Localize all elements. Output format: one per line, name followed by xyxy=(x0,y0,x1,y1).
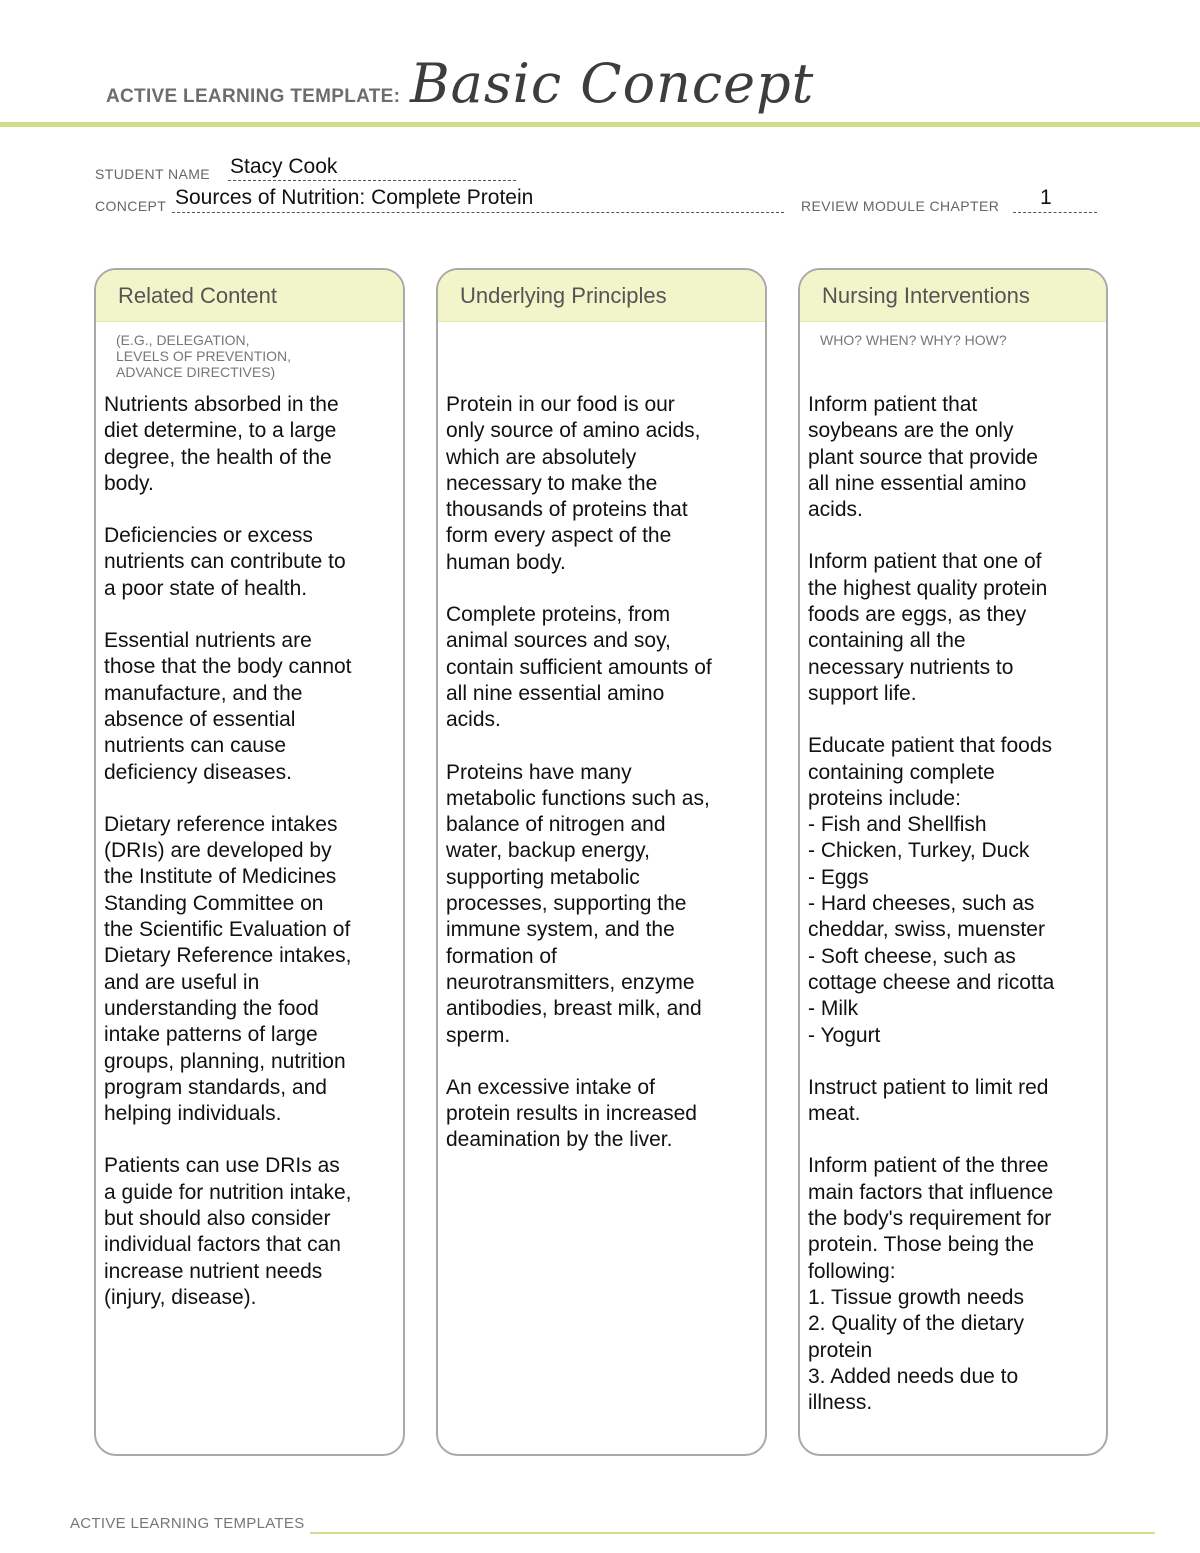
related-paragraph: Dietary reference intakes (DRIs) are developed by the Institute of Medicines Standing Committee on the Scientific Evaluation of Dietary Reference intakes, and are useful in understanding the food intake patterns of large groups, planning, nutrition program standards, and helping individuals. xyxy=(104,812,352,1126)
related-paragraph: Nutrients absorbed in the diet determine, to a large degree, the health of the body. xyxy=(104,393,339,495)
header-divider xyxy=(0,122,1200,127)
nursing-paragraph: Educate patient that foods containing complete proteins include: - Fish and Shellfish - Chicken, Turkey, Duck - Eggs - Hard cheeses, such as cheddar, swiss, muenster - Soft cheese, such as cottage cheese and ricotta - Milk - Yogurt xyxy=(808,734,1055,1047)
related-content-title: Related Content xyxy=(118,282,277,308)
related-content-body[interactable] xyxy=(104,392,395,1337)
page-title: Basic Concept xyxy=(410,52,815,115)
concept-label: CONCEPT xyxy=(95,198,167,214)
concept-field[interactable]: Sources of Nutrition: Complete Protein xyxy=(175,186,534,209)
nursing-paragraph: Inform patient of the three main factors that influence the body's requirement for protein. Those being the following: 1. Tissue growth needs 2. Quality of the dietary protein 3. Added needs due to illness. xyxy=(808,1154,1054,1415)
chapter-field[interactable]: 1 xyxy=(1040,186,1052,209)
concept-line xyxy=(172,212,784,213)
nursing-interventions-body[interactable] xyxy=(808,392,1098,1442)
principles-paragraph: Complete proteins, from animal sources and soy, contain sufficient amounts of all nine essential amino acids. xyxy=(446,603,712,732)
principles-paragraph: Proteins have many metabolic functions such as, balance of nitrogen and water, backup energy, supporting metabolic processes, supporting the immune system, and the formation of neurotransmitters, enzyme antibodies, breast milk, and sperm. xyxy=(446,760,710,1047)
related-paragraph: Patients can use DRIs as a guide for nutrition intake, but should also consider individual factors that can increase nutrient needs (injury, disease). xyxy=(104,1154,352,1309)
related-paragraph: Essential nutrients are those that the body cannot manufacture, and the absence of essential nutrients can cause deficiency diseases. xyxy=(104,629,352,784)
student-name-label: STUDENT NAME xyxy=(95,166,210,182)
underlying-principles-body[interactable] xyxy=(446,392,757,1180)
student-name-field[interactable]: Stacy Cook xyxy=(230,155,338,178)
chapter-line xyxy=(1013,212,1097,213)
nursing-interventions-header xyxy=(800,270,1106,322)
underlying-principles-header xyxy=(438,270,765,322)
footer-divider xyxy=(310,1532,1155,1534)
underlying-principles-card xyxy=(436,268,767,1456)
related-content-card xyxy=(94,268,405,1456)
nursing-paragraph: Instruct patient to limit red meat. xyxy=(808,1075,1049,1126)
template-label: ACTIVE LEARNING TEMPLATE: xyxy=(106,86,401,107)
nursing-interventions-subtitle: WHO? WHEN? WHY? HOW? xyxy=(820,332,1007,348)
principles-paragraph: Protein in our food is our only source of amino acids, which are absolutely necessary to make the thousands of proteins that form every aspect of the human body. xyxy=(446,393,701,574)
page-header xyxy=(0,0,1200,130)
nursing-paragraph: Inform patient that one of the highest quality protein foods are eggs, as they containing all the necessary nutrients to support life. xyxy=(808,550,1048,705)
related-content-header xyxy=(96,270,403,322)
nursing-interventions-title: Nursing Interventions xyxy=(822,282,1030,308)
footer-label: ACTIVE LEARNING TEMPLATES xyxy=(70,1515,305,1532)
nursing-interventions-card xyxy=(798,268,1108,1456)
nursing-paragraph: Inform patient that soybeans are the only plant source that provide all nine essential amino acids. xyxy=(808,393,1038,522)
student-name-line xyxy=(228,180,516,181)
underlying-principles-title: Underlying Principles xyxy=(460,282,667,308)
principles-paragraph: An excessive intake of protein results in increased deamination by the liver. xyxy=(446,1075,697,1152)
related-content-subtitle: (E.G., DELEGATION, LEVELS OF PREVENTION, ADVANCE DIRECTIVES) xyxy=(116,332,292,380)
related-paragraph: Deficiencies or excess nutrients can contribute to a poor state of health. xyxy=(104,524,346,600)
chapter-label: REVIEW MODULE CHAPTER xyxy=(801,198,1000,214)
